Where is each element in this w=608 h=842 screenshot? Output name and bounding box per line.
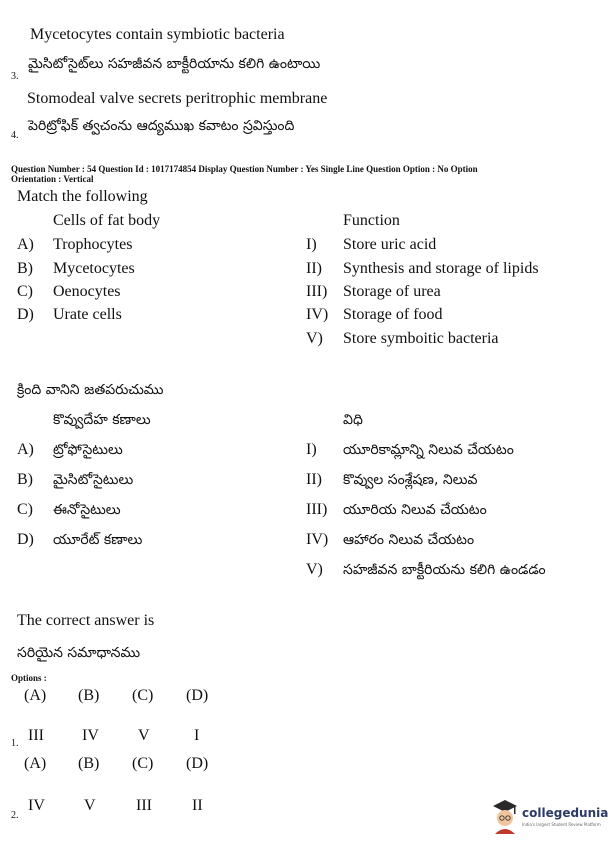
right-item: యూరియ నిలువ చేయటం xyxy=(343,502,487,518)
option-header-d: (D) xyxy=(186,755,209,772)
left-item: యూరేట్ కణాలు xyxy=(53,532,143,548)
prev-option-4-number: 4. xyxy=(11,130,19,141)
right-item: Store symboitic bacteria xyxy=(343,330,499,347)
right-key: IV) xyxy=(306,531,329,548)
left-item: Mycetocytes xyxy=(53,260,135,277)
col-left-header-te: కొవ్వుదేహ కణాలు xyxy=(53,412,151,428)
right-item: Store uric acid xyxy=(343,236,437,253)
option-header-d: (D) xyxy=(186,687,209,704)
right-key: V) xyxy=(306,561,323,578)
question-prompt-en: Match the following xyxy=(17,188,148,205)
right-item: Storage of urea xyxy=(343,283,441,300)
left-key: B) xyxy=(17,471,33,488)
col-left-header-en: Cells of fat body xyxy=(53,212,161,229)
right-key: I) xyxy=(306,236,317,253)
question-prompt-te: క్రింది వానిని జతపరుచుము xyxy=(17,382,164,398)
left-item: Trophocytes xyxy=(53,236,133,253)
graduate-avatar-icon xyxy=(490,798,520,834)
right-key: III) xyxy=(306,501,328,518)
right-key: II) xyxy=(306,260,322,277)
right-item: Synthesis and storage of lipids xyxy=(343,260,539,277)
question-meta-line-2: Orientation : Vertical xyxy=(11,174,94,184)
left-item: ట్రోఫోసైటులు xyxy=(53,442,123,458)
option-header-b: (B) xyxy=(78,755,100,772)
right-key: II) xyxy=(306,471,322,488)
left-key: D) xyxy=(17,306,34,323)
option-header-c: (C) xyxy=(132,687,154,704)
logo-tagline: India's largest Student Review Platform xyxy=(522,822,601,827)
right-key: I) xyxy=(306,441,317,458)
option-1-number[interactable]: 1. xyxy=(11,738,19,749)
question-meta-line-1: Question Number : 54 Question Id : 1017174854 Display Question Number : Yes Single Line Question Option : No Option xyxy=(11,164,478,174)
option-1-value-c: V xyxy=(138,727,150,744)
right-item: కొవ్వుల సంశ్లేషణ, నిలువ xyxy=(343,472,478,488)
prev-option-3-en: Stomodeal valve secrets peritrophic membrane xyxy=(27,90,328,107)
col-right-header-te: విధి xyxy=(343,412,363,428)
option-1-value-b: IV xyxy=(82,727,99,744)
right-item: ఆహారం నిలువ చేయటం xyxy=(343,532,475,548)
prev-option-4-te: పెరిట్రోఫిక్ త్వచంను ఆద్యముఖ కవాటం స్రవిస్తుంది xyxy=(28,118,295,134)
right-key: IV) xyxy=(306,306,329,323)
left-key: C) xyxy=(17,501,33,518)
right-item: Storage of food xyxy=(343,306,443,323)
option-1-value-a: III xyxy=(28,727,44,744)
left-item: Urate cells xyxy=(53,306,122,323)
prev-option-3-number: 3. xyxy=(11,71,19,82)
col-right-header-en: Function xyxy=(343,212,400,229)
option-2-value-d: II xyxy=(192,797,203,814)
right-key: V) xyxy=(306,330,323,347)
logo-brand: collegedunia xyxy=(522,806,608,820)
left-key: C) xyxy=(17,283,33,300)
option-header-a: (A) xyxy=(24,755,47,772)
left-item: Oenocytes xyxy=(53,283,121,300)
answer-label-en: The correct answer is xyxy=(17,612,155,629)
option-header-c: (C) xyxy=(132,755,154,772)
left-key: B) xyxy=(17,260,33,277)
option-2-value-a: IV xyxy=(28,797,45,814)
option-2-value-c: III xyxy=(136,797,152,814)
left-key: D) xyxy=(17,531,34,548)
options-label: Options : xyxy=(11,673,47,683)
left-item: ఈనోసైటులు xyxy=(53,502,121,518)
right-key: III) xyxy=(306,283,328,300)
answer-label-te: సరియైన సమాధానము xyxy=(17,645,141,661)
collegedunia-logo xyxy=(490,796,608,836)
prev-option-3-te: మైసిటోసైట్‌లు సహజీవన బాక్టీరియాను కలిగి ఉంటాయి xyxy=(28,56,321,72)
right-item: యూరికామ్లాన్ని నిలువ చేయటం xyxy=(343,442,514,458)
option-header-a: (A) xyxy=(24,687,47,704)
option-header-b: (B) xyxy=(78,687,100,704)
right-item: సహజీవన బాక్టీరియను కలిగి ఉండడం xyxy=(343,562,546,578)
left-item: మైసిటోసైటులు xyxy=(53,472,134,488)
option-2-value-b: V xyxy=(84,797,96,814)
left-key: A) xyxy=(17,441,34,458)
prev-option-2-en: Mycetocytes contain symbiotic bacteria xyxy=(30,26,285,43)
left-key: A) xyxy=(17,236,34,253)
option-1-value-d: I xyxy=(194,727,200,744)
option-2-number[interactable]: 2. xyxy=(11,810,19,821)
